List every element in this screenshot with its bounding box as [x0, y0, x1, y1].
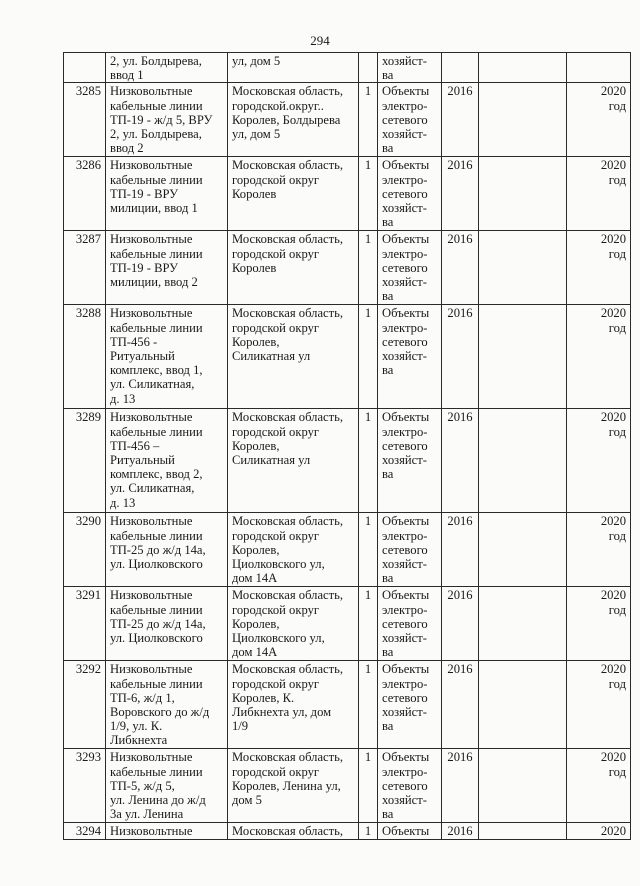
object-name-cell-line: кабельные линии	[110, 320, 203, 335]
address-cell-line: дом 14А	[232, 571, 278, 586]
address-cell-line: Королев,	[232, 438, 280, 453]
address-cell-line: Силикатная ул	[232, 349, 311, 364]
deadline-cell-line: год	[608, 602, 626, 617]
category-cell-line: ва	[382, 719, 394, 734]
object-name-cell-line: кабельные линии	[110, 602, 203, 617]
category-cell-line: Объекты	[382, 306, 430, 321]
empty-cell	[479, 587, 567, 661]
category-cell-line: Объекты	[382, 588, 430, 603]
object-name-cell-line: ТП-25 до ж/д 14а,	[110, 616, 206, 631]
deadline-cell	[567, 157, 631, 231]
category-cell-line: ва	[382, 363, 394, 378]
category-cell-line: сетевого	[382, 616, 428, 631]
address-cell-line: Московская область,	[232, 750, 344, 765]
quantity-cell	[359, 53, 378, 83]
deadline-cell-line: год	[608, 424, 626, 439]
object-name-cell	[106, 157, 228, 231]
category-cell-line: Объекты	[382, 232, 430, 247]
row-number-cell: 3286	[64, 157, 106, 231]
object-name-cell-line: кабельные линии	[110, 172, 203, 187]
category-cell-line: сетевого	[382, 260, 428, 275]
category-cell-line: электро-	[382, 320, 428, 335]
address-cell-line: городской округ	[232, 602, 320, 617]
address-cell	[228, 231, 359, 305]
deadline-cell-line: 2020	[600, 84, 626, 99]
category-cell-line: сетевого	[382, 542, 428, 557]
empty-cell	[479, 661, 567, 749]
row-number-cell: 3293	[64, 749, 106, 823]
empty-cell	[479, 409, 567, 513]
object-name-cell-line: ТП-5, ж/д 5,	[110, 778, 175, 793]
address-cell-line: городской округ	[232, 676, 320, 691]
address-cell-line: Московская область,	[232, 662, 344, 677]
address-cell-line: Московская область,	[232, 588, 344, 603]
deadline-cell-line: 2020	[600, 232, 626, 247]
deadline-cell-line: 2020	[600, 824, 626, 839]
category-cell-line: хозяйст-	[382, 275, 427, 290]
year-cell	[442, 53, 479, 83]
object-name-cell-line: ТП-19 - ВРУ	[110, 186, 179, 201]
address-cell-line: Королев,	[232, 616, 280, 631]
category-cell	[378, 305, 442, 409]
category-cell	[378, 83, 442, 157]
quantity-cell: 1	[359, 587, 378, 661]
category-cell-line: электро-	[382, 424, 428, 439]
object-name-cell-line: кабельные линии	[110, 764, 203, 779]
empty-cell	[479, 157, 567, 231]
category-cell-line: хозяйст-	[382, 793, 427, 808]
category-cell-line: хозяйст-	[382, 557, 427, 572]
deadline-cell	[567, 661, 631, 749]
address-cell-line: городской округ	[232, 424, 320, 439]
object-name-cell-line: ул. Силикатная,	[110, 481, 195, 496]
object-name-cell-line: комплекс, ввод 1,	[110, 363, 203, 378]
category-cell-line: электро-	[382, 764, 428, 779]
category-cell-line: хозяйст-	[382, 631, 427, 646]
deadline-cell-line: год	[608, 172, 626, 187]
address-cell-line: Московская область,	[232, 306, 344, 321]
category-cell-line: электро-	[382, 98, 428, 113]
object-name-cell	[106, 409, 228, 513]
category-cell	[378, 823, 442, 840]
deadline-cell-line: 2020	[600, 158, 626, 173]
category-cell-line: Объекты	[382, 824, 430, 839]
object-name-cell-line: Низковольтные	[110, 588, 193, 603]
object-name-cell-line: кабельные линии	[110, 528, 203, 543]
object-name-cell	[106, 587, 228, 661]
object-name-cell-line: ул. Циолковского	[110, 631, 203, 646]
category-cell-line: Объекты	[382, 514, 430, 529]
category-cell-line: хозяйст-	[382, 705, 427, 720]
category-cell-line: электро-	[382, 528, 428, 543]
row-number-cell: 3288	[64, 305, 106, 409]
category-cell-line: хозяйст-	[382, 349, 427, 364]
object-name-cell-line: Низковольтные	[110, 306, 193, 321]
deadline-cell-line: год	[608, 764, 626, 779]
deadline-cell	[567, 305, 631, 409]
category-cell-line: Объекты	[382, 158, 430, 173]
quantity-cell: 1	[359, 749, 378, 823]
table-row	[64, 83, 631, 157]
table-row	[64, 749, 631, 823]
address-cell-line: Либкнехта ул, дом	[232, 705, 332, 720]
row-number-cell: 3291	[64, 587, 106, 661]
category-cell-line: сетевого	[382, 690, 428, 705]
category-cell-line: сетевого	[382, 438, 428, 453]
object-name-cell-line: Низковольтные	[110, 514, 193, 529]
row-number-cell: 3290	[64, 513, 106, 587]
category-cell-line: ва	[382, 645, 394, 660]
object-name-cell-line: Низковольтные	[110, 410, 193, 425]
object-name-cell-line: Низковольтные	[110, 232, 193, 247]
address-cell	[228, 749, 359, 823]
deadline-cell-line: 2020	[600, 410, 626, 425]
object-name-cell-line: ул. Ленина до ж/д	[110, 793, 206, 808]
category-cell-line: ва	[382, 807, 394, 822]
deadline-cell	[567, 83, 631, 157]
object-name-cell-line: 3а ул. Ленина	[110, 807, 184, 822]
category-cell-line: Объекты	[382, 662, 430, 677]
address-cell-line: Королев	[232, 260, 277, 275]
object-name-cell-line: ул. Силикатная,	[110, 377, 195, 392]
category-cell	[378, 53, 442, 83]
row-number-cell: 3287	[64, 231, 106, 305]
deadline-cell-line: 2020	[600, 588, 626, 603]
address-cell	[228, 83, 359, 157]
address-cell-line: городской округ	[232, 320, 320, 335]
category-cell-line: электро-	[382, 602, 428, 617]
address-cell-line: Московская область,	[232, 824, 344, 839]
quantity-cell: 1	[359, 157, 378, 231]
category-cell-line: Объекты	[382, 750, 430, 765]
address-cell-line: городской округ	[232, 172, 320, 187]
object-name-cell-line: Низковольтные	[110, 158, 193, 173]
deadline-cell	[567, 513, 631, 587]
object-name-cell	[106, 305, 228, 409]
quantity-cell: 1	[359, 661, 378, 749]
deadline-cell	[567, 53, 631, 83]
category-cell	[378, 661, 442, 749]
category-cell	[378, 749, 442, 823]
category-cell	[378, 231, 442, 305]
object-name-cell-line: 1/9, ул. К.	[110, 719, 163, 734]
object-name-cell	[106, 231, 228, 305]
object-name-cell	[106, 661, 228, 749]
category-cell-line: хозяйст-	[382, 201, 427, 216]
category-cell-line: сетевого	[382, 778, 428, 793]
deadline-cell	[567, 823, 631, 840]
empty-cell	[479, 83, 567, 157]
category-cell-line: хозяйст-	[382, 54, 427, 68]
address-cell-line: Королев,	[232, 542, 280, 557]
empty-cell	[479, 823, 567, 840]
category-cell-line: Объекты	[382, 410, 430, 425]
object-name-cell-line: ТП-456 –	[110, 438, 160, 453]
quantity-cell: 1	[359, 823, 378, 840]
category-cell-line: ва	[382, 571, 394, 586]
object-name-cell-line: Низковольтные	[110, 750, 193, 765]
quantity-cell: 1	[359, 83, 378, 157]
object-name-cell-line: Воровского до ж/д	[110, 705, 210, 720]
address-cell-line: городской округ	[232, 246, 320, 261]
address-cell-line: Циолковского ул,	[232, 557, 325, 572]
address-cell-line: ул, дом 5	[232, 127, 281, 142]
address-cell-line: Московская область,	[232, 232, 344, 247]
year-cell: 2016	[442, 157, 479, 231]
object-name-cell-line: комплекс, ввод 2,	[110, 467, 203, 482]
address-cell-line: дом 14А	[232, 645, 278, 660]
empty-cell	[479, 53, 567, 83]
object-name-cell-line: кабельные линии	[110, 246, 203, 261]
table-row	[64, 157, 631, 231]
address-cell	[228, 823, 359, 840]
year-cell: 2016	[442, 409, 479, 513]
address-cell-line: ул, дом 5	[232, 54, 281, 68]
deadline-cell-line: 2020	[600, 750, 626, 765]
address-cell-line: дом 5	[232, 793, 262, 808]
address-cell	[228, 513, 359, 587]
object-name-cell-line: ввод 2	[110, 141, 144, 156]
empty-cell	[479, 231, 567, 305]
table-row	[64, 823, 631, 840]
category-cell-line: сетевого	[382, 334, 428, 349]
object-name-cell-line: Низковольтные	[110, 84, 193, 99]
object-name-cell-line: ввод 1	[110, 68, 144, 83]
object-name-cell	[106, 749, 228, 823]
table-row	[64, 409, 631, 513]
year-cell: 2016	[442, 587, 479, 661]
row-number-cell: 3292	[64, 661, 106, 749]
category-cell-line: сетевого	[382, 112, 428, 127]
year-cell: 2016	[442, 83, 479, 157]
page-number: 294	[310, 33, 330, 48]
category-cell-line: ва	[382, 215, 394, 230]
object-name-cell	[106, 513, 228, 587]
category-cell-line: хозяйст-	[382, 453, 427, 468]
address-cell-line: Московская область,	[232, 84, 344, 99]
table-row	[64, 513, 631, 587]
address-cell	[228, 157, 359, 231]
object-name-cell-line: Либкнехта	[110, 733, 168, 748]
deadline-cell-line: 2020	[600, 514, 626, 529]
deadline-cell-line: 2020	[600, 662, 626, 677]
year-cell: 2016	[442, 749, 479, 823]
year-cell: 2016	[442, 305, 479, 409]
deadline-cell	[567, 231, 631, 305]
deadline-cell-line: год	[608, 98, 626, 113]
category-cell-line: Объекты	[382, 84, 430, 99]
deadline-cell	[567, 587, 631, 661]
table-row	[64, 305, 631, 409]
object-name-cell-line: ТП-25 до ж/д 14а,	[110, 542, 206, 557]
object-name-cell-line: Ритуальный	[110, 349, 175, 364]
deadline-cell-line: год	[608, 676, 626, 691]
object-name-cell	[106, 83, 228, 157]
object-name-cell-line: ул. Циолковского	[110, 557, 203, 572]
address-cell	[228, 587, 359, 661]
empty-cell	[479, 305, 567, 409]
quantity-cell: 1	[359, 409, 378, 513]
year-cell: 2016	[442, 661, 479, 749]
object-name-cell	[106, 823, 228, 840]
empty-cell	[479, 513, 567, 587]
object-name-cell-line: Низковольтные	[110, 824, 193, 839]
row-number-cell	[64, 53, 106, 83]
address-cell-line: Циолковского ул,	[232, 631, 325, 646]
category-cell-line: хозяйст-	[382, 127, 427, 142]
registry-table	[63, 52, 631, 840]
quantity-cell: 1	[359, 305, 378, 409]
table-row	[64, 53, 631, 83]
category-cell-line: ва	[382, 467, 394, 482]
object-name-cell-line: 2, ул. Болдырева,	[110, 127, 202, 142]
category-cell-line: сетевого	[382, 186, 428, 201]
category-cell-line: электро-	[382, 676, 428, 691]
object-name-cell-line: ТП-6, ж/д 1,	[110, 690, 175, 705]
quantity-cell: 1	[359, 513, 378, 587]
category-cell	[378, 409, 442, 513]
category-cell-line: ва	[382, 68, 394, 83]
year-cell: 2016	[442, 513, 479, 587]
category-cell	[378, 587, 442, 661]
deadline-cell-line: год	[608, 528, 626, 543]
category-cell-line: электро-	[382, 246, 428, 261]
table-row	[64, 661, 631, 749]
object-name-cell-line: д. 13	[110, 495, 136, 510]
object-name-cell-line: милиции, ввод 1	[110, 201, 198, 216]
object-name-cell-line: 2, ул. Болдырева,	[110, 54, 202, 68]
row-number-cell: 3289	[64, 409, 106, 513]
address-cell-line: Королев, Болдырева	[232, 112, 341, 127]
deadline-cell	[567, 409, 631, 513]
deadline-cell	[567, 749, 631, 823]
category-cell-line: ва	[382, 289, 394, 304]
year-cell: 2016	[442, 823, 479, 840]
address-cell-line: Королев,	[232, 334, 280, 349]
address-cell-line: городской округ	[232, 764, 320, 779]
category-cell	[378, 157, 442, 231]
object-name-cell-line: кабельные линии	[110, 424, 203, 439]
row-number-cell: 3294	[64, 823, 106, 840]
row-number-cell: 3285	[64, 83, 106, 157]
address-cell-line: Московская область,	[232, 410, 344, 425]
address-cell	[228, 53, 359, 83]
quantity-cell: 1	[359, 231, 378, 305]
address-cell-line: городской округ	[232, 528, 320, 543]
object-name-cell-line: кабельные линии	[110, 98, 203, 113]
object-name-cell	[106, 53, 228, 83]
address-cell-line: Московская область,	[232, 158, 344, 173]
deadline-cell-line: 2020	[600, 306, 626, 321]
deadline-cell-line: год	[608, 320, 626, 335]
object-name-cell-line: Ритуальный	[110, 453, 175, 468]
address-cell	[228, 661, 359, 749]
object-name-cell-line: ТП-19 - ВРУ	[110, 260, 179, 275]
object-name-cell-line: ТП-456 -	[110, 334, 158, 349]
address-cell-line: 1/9	[232, 719, 249, 734]
year-cell: 2016	[442, 231, 479, 305]
object-name-cell-line: кабельные линии	[110, 676, 203, 691]
deadline-cell-line: год	[608, 246, 626, 261]
object-name-cell-line: ТП-19 - ж/д 5, ВРУ	[110, 112, 213, 127]
empty-cell	[479, 749, 567, 823]
address-cell	[228, 409, 359, 513]
address-cell-line: Королев	[232, 186, 277, 201]
address-cell	[228, 305, 359, 409]
object-name-cell-line: милиции, ввод 2	[110, 275, 198, 290]
table-row	[64, 231, 631, 305]
address-cell-line: Королев, К.	[232, 690, 295, 705]
address-cell-line: городской.округ..	[232, 98, 324, 113]
category-cell-line: электро-	[382, 172, 428, 187]
table-row	[64, 587, 631, 661]
address-cell-line: Московская область,	[232, 514, 344, 529]
object-name-cell-line: д. 13	[110, 391, 136, 406]
object-name-cell-line: Низковольтные	[110, 662, 193, 677]
address-cell-line: Королев, Ленина ул,	[232, 778, 341, 793]
category-cell	[378, 513, 442, 587]
category-cell-line: ва	[382, 141, 394, 156]
address-cell-line: Силикатная ул	[232, 453, 311, 468]
